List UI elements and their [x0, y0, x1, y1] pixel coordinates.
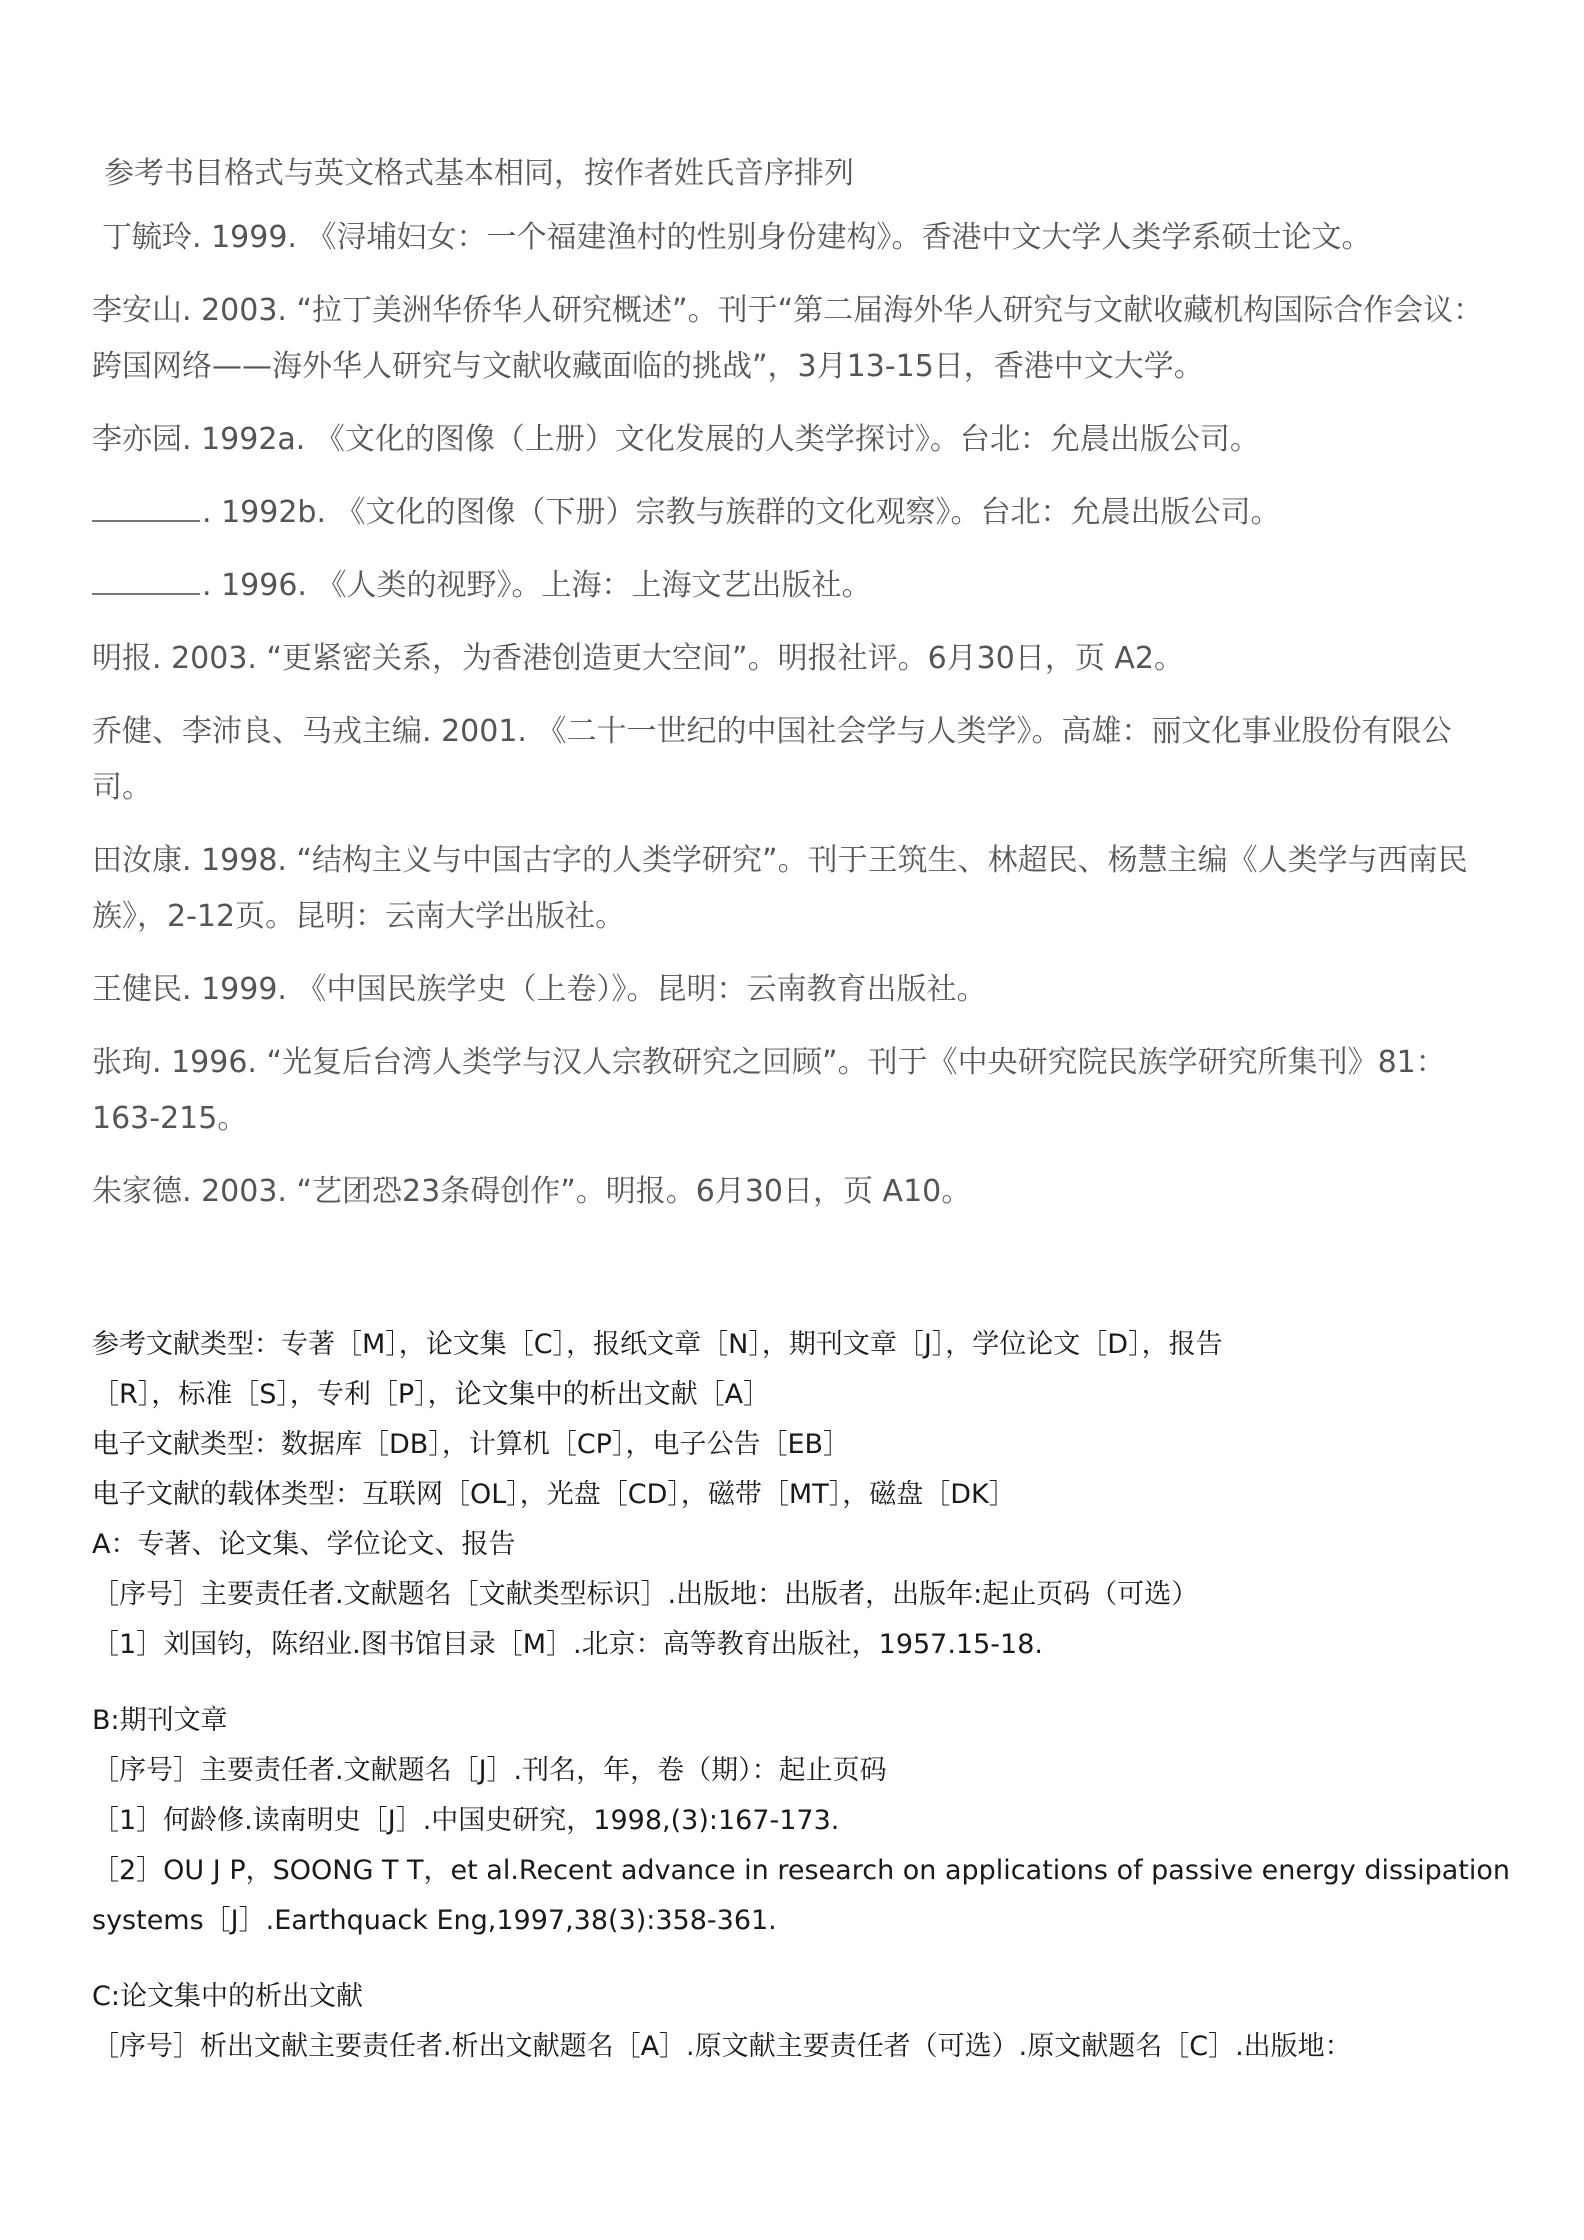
bibliography-entry [92, 833, 1492, 945]
bibliography-intro: 参考书目格式与英文格式基本相同，按作者姓氏音序排列 [104, 156, 854, 191]
entry-text: 王健民. 1999. 《中国民族学史（上卷）》。昆明：云南教育出版社。 [92, 972, 987, 1007]
carrier-types-line: 电子文献的载体类型：互联网［OL］，光盘［CD］，磁带［MT］，磁盘［DK］ [92, 1479, 1016, 1510]
section-c-format: ［序号］析出文献主要责任者.析出文献题名［A］.原文献主要责任者（可选）.原文献题名［C］.出版地： [92, 2031, 1352, 2062]
bibliography-section [92, 146, 1492, 1237]
author-repeat-line [92, 490, 200, 522]
entry-text: 张珣. 1996. “光复后台湾人类学与汉人宗教研究之回顾”。刊于《中央研究院民族学研究所集刊》81：163-215。 [92, 1045, 1446, 1136]
reference-types-line: 参考文献类型：专著［M］，论文集［C］，报纸文章［N］，期刊文章［J］，学位论文［D］，报告 [92, 1329, 1223, 1360]
section-b-example: ［1］何龄修.读南明史［J］.中国史研究，1998,(3):167-173. [92, 1805, 840, 1836]
bibliography-entry [102, 210, 1492, 266]
section-b-example: ［2］OU J P，SOONG T T，et al.Recent advance in research on applications of passive energy dissipation [92, 1855, 1511, 1886]
entry-text: 乔健、李沛良、马戎主编. 2001. 《二十一世纪的中国社会学与人类学》。高雄：丽文化事业股份有限公司。 [92, 714, 1452, 805]
bibliography-entry [92, 558, 1492, 614]
section-a-example: ［1］刘国钧，陈绍业.图书馆目录［M］.北京：高等教育出版社，1957.15-18. [92, 1629, 1043, 1660]
reference-types-line: ［R］，标准［S］，专利［P］，论文集中的析出文献［A］ [92, 1379, 771, 1410]
bibliography-entry [92, 412, 1492, 468]
section-b-example: systems［J］.Earthquack Eng,1997,38(3):358-361. [92, 1905, 777, 1936]
entry-text: 丁毓玲. 1999. 《浔埔妇女：一个福建渔村的性别身份建构》。香港中文大学人类学系硕士论文。 [102, 220, 1372, 255]
section-b-format: ［序号］主要责任者.文献题名［J］.刊名，年，卷（期）：起止页码 [92, 1755, 887, 1786]
bibliography-entry [92, 283, 1492, 395]
section-a-format: ［序号］主要责任者.文献题名［文献类型标识］.出版地：出版者，出版年:起止页码（可选） [92, 1579, 1199, 1610]
bibliography-entry [92, 631, 1492, 687]
entry-text: 李安山. 2003. “拉丁美洲华侨华人研究概述”。刊于“第二届海外华人研究与文献收藏机构国际合作会议：跨国网络——海外华人研究与文献收藏面临的挑战”，3月13-15日，香港中文大学。 [92, 293, 1484, 384]
entry-text: 李亦园. 1992a. 《文化的图像（上册）文化发展的人类学探讨》。台北：允晨出版公司。 [92, 422, 1260, 457]
section-a-title: A：专著、论文集、学位论文、报告 [92, 1529, 516, 1560]
section-c-title: C:论文集中的析出文献 [92, 1981, 363, 2012]
author-repeat-line [92, 563, 200, 595]
bibliography-entry [92, 962, 1492, 1018]
bibliography-entry [92, 485, 1492, 541]
reference-standard-section [92, 1320, 1532, 2072]
section-b-title: B:期刊文章 [92, 1705, 228, 1736]
electronic-types-line: 电子文献类型：数据库［DB］，计算机［CP］，电子公告［EB］ [92, 1429, 851, 1460]
entry-text: . 1992b. 《文化的图像（下册）宗教与族群的文化观察》。台北：允晨出版公司。 [202, 495, 1281, 530]
entry-text: 田汝康. 1998. “结构主义与中国古字的人类学研究”。刊于王筑生、林超民、杨慧主编《人类学与西南民族》，2-12页。昆明：云南大学出版社。 [92, 843, 1468, 934]
bibliography-entry [92, 1164, 1492, 1220]
bibliography-entry [92, 704, 1492, 816]
entry-text: . 1996. 《人类的视野》。上海：上海文艺出版社。 [202, 568, 872, 603]
entry-text: 明报. 2003. “更紧密关系，为香港创造更大空间”。明报社评。6月30日，页 A2。 [92, 641, 1184, 676]
bibliography-entry [92, 1035, 1492, 1147]
entry-text: 朱家德. 2003. “艺团恐23条碍创作”。明报。6月30日，页 A10。 [92, 1174, 972, 1209]
